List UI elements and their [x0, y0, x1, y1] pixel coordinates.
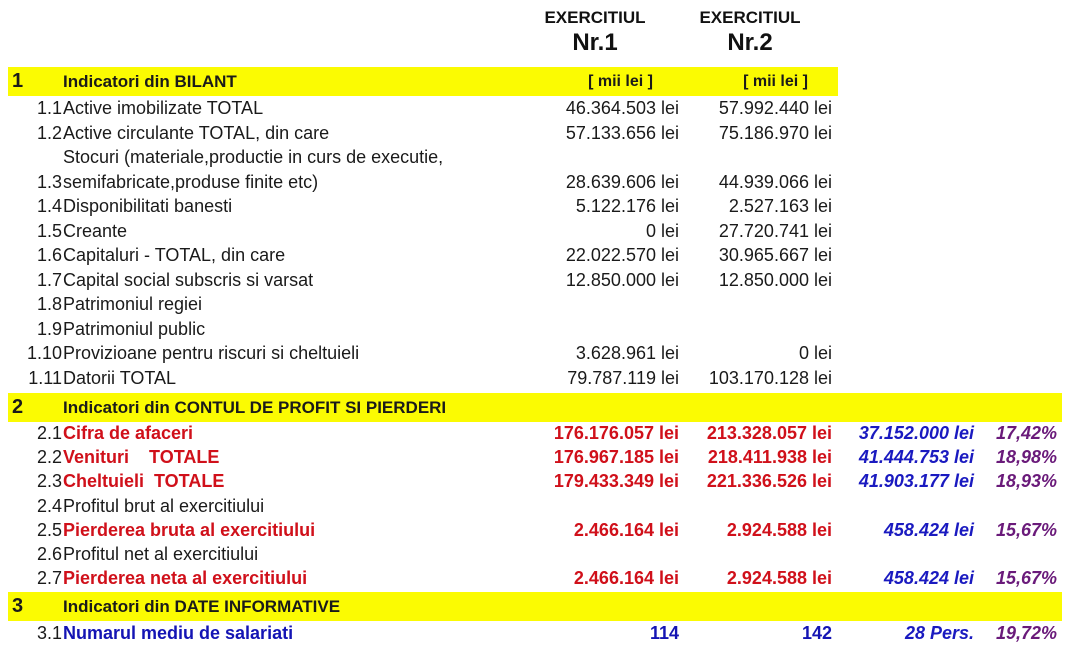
row-number: 1.7 — [36, 269, 62, 290]
value-col1: 5.122.176 lei — [575, 196, 679, 216]
row-number: 2.5 — [36, 519, 62, 540]
row-label: semifabricate,produse finite etc) — [63, 171, 319, 192]
row-number: 1.10 — [26, 343, 62, 363]
row-label: Profitul net al exercitiului — [63, 543, 259, 564]
row-number: 1.2 — [36, 122, 62, 143]
percent-change: 19,72% — [995, 623, 1057, 643]
value-col2: 213.328.057 lei — [706, 423, 832, 443]
section-band-bilant — [8, 67, 838, 96]
row-number: 1.5 — [36, 220, 62, 241]
value-col1: 28.639.606 lei — [565, 171, 679, 192]
table-row — [8, 621, 1058, 645]
row-label: Active circulante TOTAL, din care — [63, 122, 330, 143]
row-label: Pierderea neta al exercitiului — [63, 568, 308, 588]
section-band-profit-pierderi — [8, 393, 1062, 422]
row-label: Active imobilizate TOTAL — [63, 98, 264, 118]
value-col1: 179.433.349 lei — [553, 471, 679, 491]
row-number: 2.7 — [36, 568, 62, 588]
value-col1: 46.364.503 lei — [565, 98, 679, 118]
table-row — [8, 219, 1058, 243]
value-col1: 3.628.961 lei — [575, 343, 679, 363]
table-row — [8, 445, 1058, 469]
table-row — [8, 121, 1058, 145]
column-header-exercitiul-1 — [540, 8, 650, 58]
column-header-line1: EXERCITIUL — [699, 8, 801, 27]
column-header-exercitiul-2 — [695, 8, 805, 58]
value-col2: 57.992.440 lei — [718, 98, 832, 118]
table-row — [8, 243, 1058, 267]
row-label: Capitaluri - TOTAL, din care — [63, 245, 286, 265]
row-number: 2.6 — [36, 543, 62, 564]
column-header-line1: EXERCITIUL — [544, 8, 646, 27]
table-row — [8, 341, 1058, 365]
percent-change: 18,98% — [995, 447, 1057, 467]
row-number: 3.1 — [36, 623, 62, 643]
table-row — [8, 292, 1058, 316]
row-label: Venituri TOTALE — [63, 447, 220, 467]
section-number: 2 — [12, 396, 24, 418]
percent-change: 15,67% — [995, 568, 1057, 588]
table-row — [8, 317, 1058, 341]
section-number: 1 — [12, 70, 24, 92]
value-col1: 79.787.119 lei — [567, 367, 679, 388]
value-col2: 2.924.588 lei — [726, 568, 832, 588]
table-row — [8, 145, 1058, 169]
row-label: Pierderea bruta al exercitiului — [63, 519, 316, 540]
row-number: 1.3 — [36, 171, 62, 192]
row-label: Cifra de afaceri — [63, 423, 194, 443]
table-row — [8, 366, 1058, 390]
value-col1: 2.466.164 lei — [573, 519, 679, 540]
row-label: Provizioane pentru riscuri si cheltuieli — [63, 343, 360, 363]
row-label: Numarul mediu de salariati — [63, 623, 294, 643]
difference-value: 458.424 lei — [883, 519, 974, 540]
table-row — [8, 96, 1058, 120]
value-col2: 142 — [801, 623, 832, 643]
table-row — [8, 542, 1058, 566]
value-col1: 176.967.185 lei — [553, 447, 679, 467]
value-col2: 103.170.128 lei — [708, 367, 832, 388]
value-col2: 30.965.667 lei — [718, 245, 832, 265]
row-label: Capital social subscris si varsat — [63, 269, 314, 290]
row-number: 1.1 — [36, 98, 62, 118]
row-number: 1.9 — [36, 318, 62, 339]
row-label: Disponibilitati banesti — [63, 196, 233, 216]
difference-value: 41.903.177 lei — [858, 471, 974, 491]
section-title: Indicatori din BILANT — [63, 72, 237, 91]
value-col1: 114 — [649, 623, 679, 643]
value-col2: 221.336.526 lei — [706, 471, 832, 491]
row-label: Patrimoniul regiei — [63, 294, 203, 314]
table-row — [8, 268, 1058, 292]
row-label: Datorii TOTAL — [63, 367, 177, 388]
value-col2: 2.527.163 lei — [728, 196, 832, 216]
row-number: 1.6 — [36, 245, 62, 265]
value-col1: 0 lei — [645, 220, 679, 241]
value-col2: 2.924.588 lei — [726, 519, 832, 540]
row-number: 2.4 — [36, 495, 62, 516]
difference-value: 458.424 lei — [883, 568, 974, 588]
value-col1: 12.850.000 lei — [565, 269, 679, 290]
section-title: Indicatori din DATE INFORMATIVE — [63, 597, 341, 616]
table-row — [8, 194, 1058, 218]
row-number: 1.11 — [28, 367, 62, 388]
value-col1: 22.022.570 lei — [565, 245, 679, 265]
row-label: Cheltuieli TOTALE — [63, 471, 225, 491]
section-band-date-informative — [8, 592, 1062, 621]
row-label: Stocuri (materiale,productie in curs de executie, — [63, 147, 444, 167]
row-number: 2.1 — [36, 423, 62, 443]
value-col1: 2.466.164 lei — [573, 568, 679, 588]
column-header-line2: Nr.2 — [727, 29, 773, 56]
row-label: Creante — [63, 220, 128, 241]
table-row — [8, 494, 1058, 518]
section-title: Indicatori din CONTUL DE PROFIT SI PIERDERI — [63, 398, 447, 417]
column-header-line2: Nr.1 — [572, 29, 618, 56]
percent-change: 15,67% — [995, 519, 1057, 540]
table-row — [8, 469, 1058, 493]
row-number: 2.3 — [36, 471, 62, 491]
row-number: 2.2 — [36, 447, 62, 467]
percent-change: 17,42% — [995, 423, 1057, 443]
row-label: Profitul brut al exercitiului — [63, 495, 265, 516]
difference-value: 37.152.000 lei — [858, 423, 974, 443]
row-label: Patrimoniul public — [63, 318, 206, 339]
section-number: 3 — [12, 595, 24, 617]
row-number: 1.8 — [36, 294, 62, 314]
table-row — [8, 518, 1058, 542]
value-col1: 176.176.057 lei — [553, 423, 679, 443]
table-row — [8, 421, 1058, 445]
value-col2: 75.186.970 lei — [718, 122, 832, 143]
unit-label-col1: [ mii lei ] — [588, 73, 653, 90]
table-row — [8, 566, 1058, 590]
value-col2: 0 lei — [798, 343, 832, 363]
percent-change: 18,93% — [995, 471, 1057, 491]
value-col2: 12.850.000 lei — [718, 269, 832, 290]
table-row — [8, 170, 1058, 194]
value-col2: 27.720.741 lei — [718, 220, 832, 241]
value-col2: 44.939.066 lei — [718, 171, 832, 192]
difference-value: 28 Pers. — [904, 623, 974, 643]
row-number: 1.4 — [36, 196, 62, 216]
value-col2: 218.411.938 lei — [707, 447, 832, 467]
unit-label-col2: [ mii lei ] — [743, 73, 808, 90]
value-col1: 57.133.656 lei — [565, 122, 679, 143]
difference-value: 41.444.753 lei — [858, 447, 974, 467]
